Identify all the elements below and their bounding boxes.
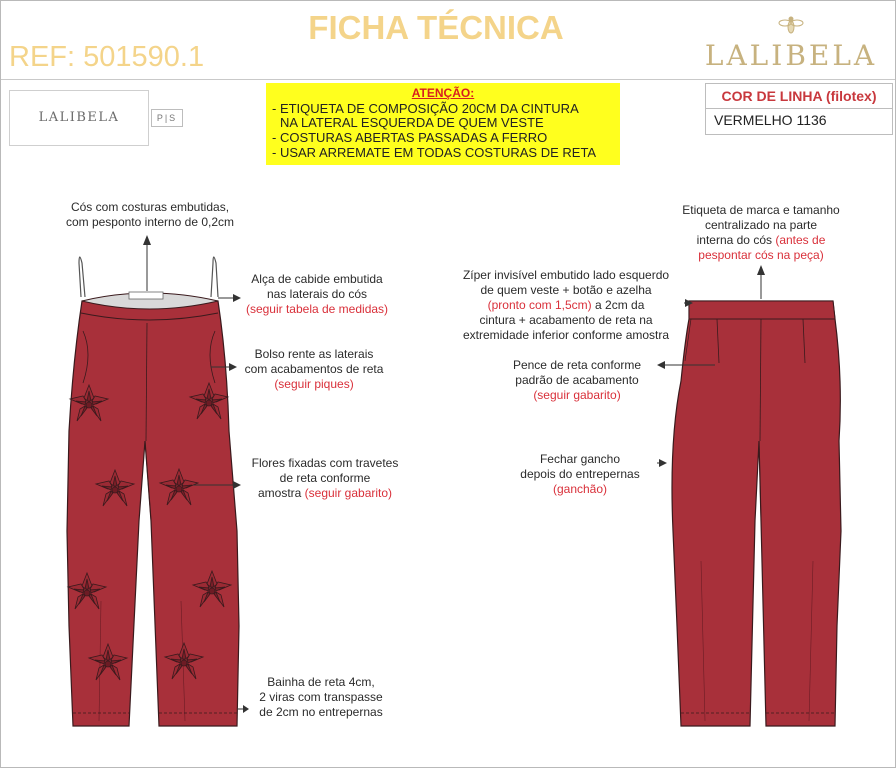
note-pocket: Bolso rente as laterais com acabamentos de reta (seguir piques) bbox=[244, 347, 384, 391]
note-flowers: Flores fixadas com travetes de reta conforme amostra (seguir gabarito) bbox=[251, 456, 399, 500]
note-hem: Bainha de reta 4cm, 2 viras com transpasse de 2cm no entrepernas bbox=[259, 675, 383, 719]
attention-line: NA LATERAL ESQUERDA DE QUEM VESTE bbox=[280, 115, 544, 130]
attention-line: - ETIQUETA DE COMPOSIÇÃO 20CM DA CINTURA bbox=[272, 101, 579, 116]
garment-drawings bbox=[1, 1, 895, 767]
front-pants bbox=[67, 257, 239, 726]
attention-title: ATENÇÃO: bbox=[411, 86, 475, 100]
page-title: FICHA TÉCNICA bbox=[308, 9, 564, 46]
note-zipper: Zíper invisível embutido lado esquerdo de quem veste + botão e azelha (pronto com 1,5cm) a 2cm da cintura + acabamento de reta na extremidade inferior conforme amostra bbox=[462, 268, 670, 342]
note-hanger-loop: Alça de cabide embutida nas laterais do cós (seguir tabela de medidas) bbox=[245, 272, 389, 316]
brand-logo-suffix: P|S bbox=[151, 109, 183, 127]
note-dart: Pence de reta conforme padrão de acabamento (seguir gabarito) bbox=[512, 358, 642, 402]
note-brand-label: Etiqueta de marca e tamanho centralizado na parte interna do cós (antes de pespontar cós na peça) bbox=[682, 203, 840, 262]
brand-logo-text: LALIBELA bbox=[38, 110, 120, 125]
attention-line: - COSTURAS ABERTAS PASSADAS A FERRO bbox=[272, 130, 548, 145]
note-crotch-hook: Fechar gancho depois do entrepernas (ganchão) bbox=[520, 452, 640, 496]
reference-code: REF: 501590.1 bbox=[9, 41, 205, 73]
attention-line: - USAR ARREMATE EM TODAS COSTURAS DE RETA bbox=[272, 145, 597, 160]
brand-name: LALIBELA bbox=[704, 39, 878, 72]
thread-color-title: COR DE LINHA (filotex) bbox=[706, 84, 892, 109]
thread-color-value: VERMELHO 1136 bbox=[714, 112, 827, 128]
note-waistband: Cós com costuras embutidas, com pesponto interno de 0,2cm bbox=[65, 200, 235, 229]
